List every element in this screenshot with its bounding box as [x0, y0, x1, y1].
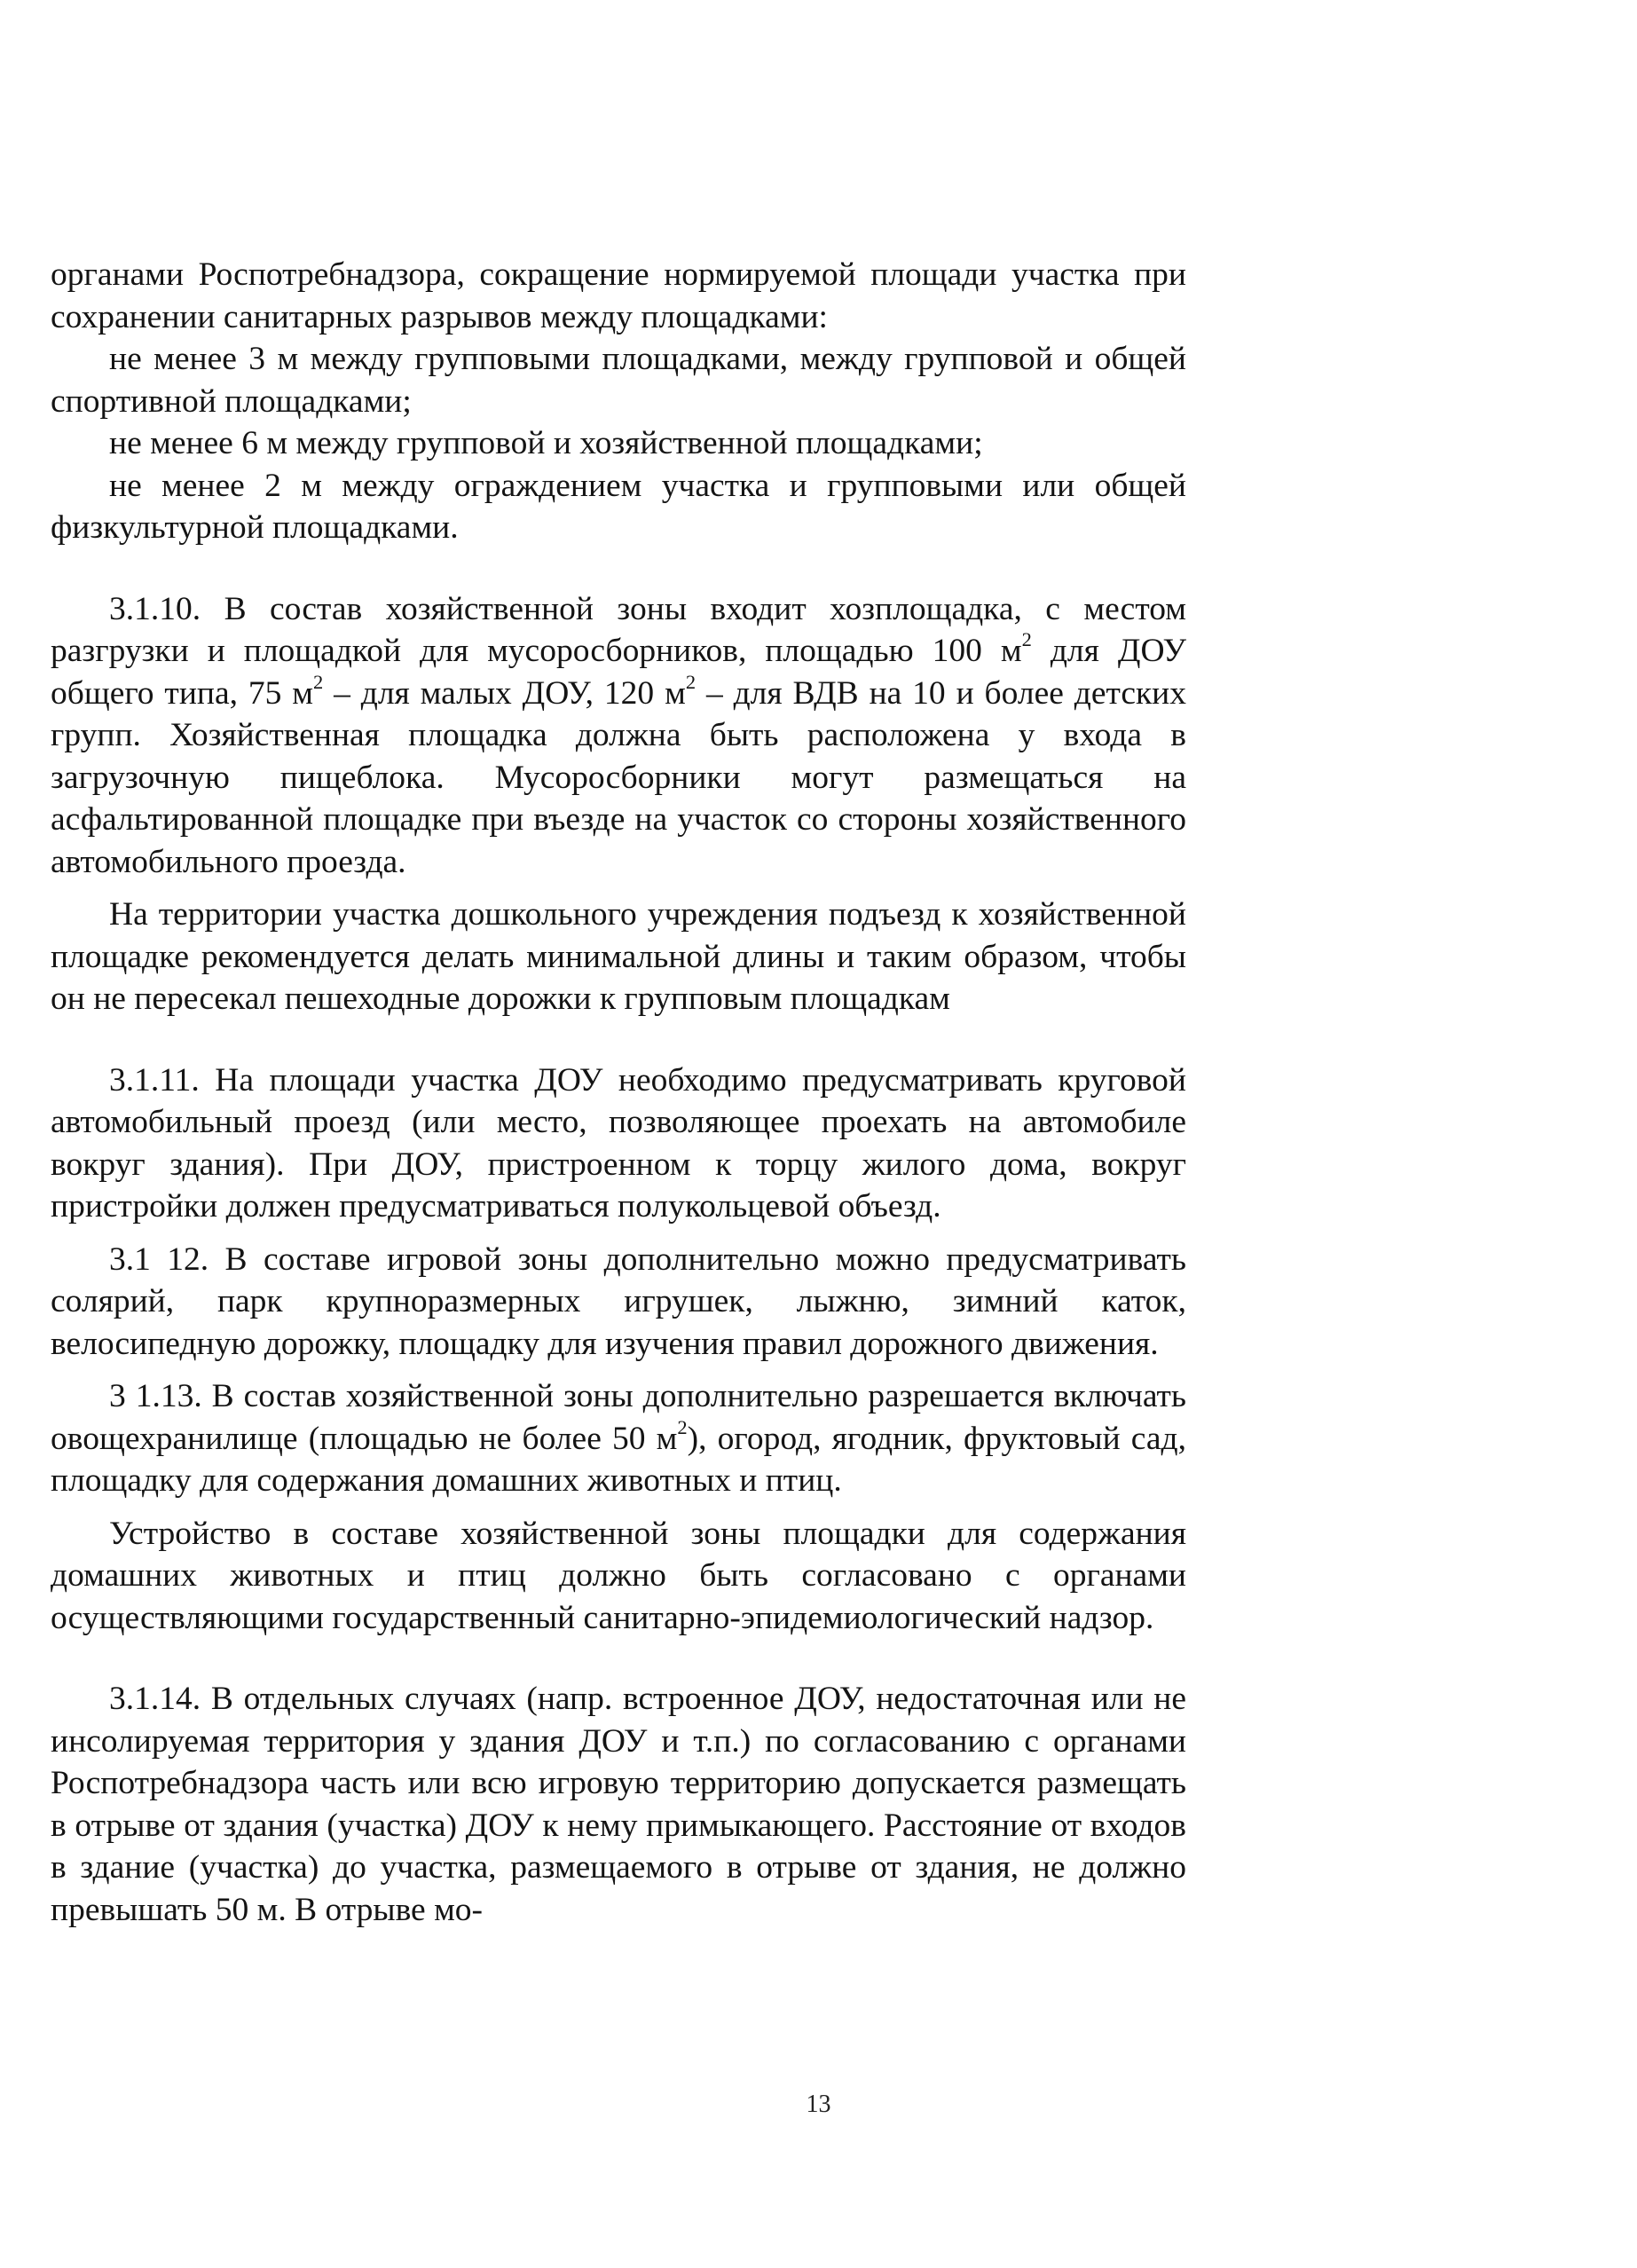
- paragraph-3-1-12: 3.1 12. В составе игровой зоны дополнительно можно предусматривать солярий, парк крупноразмерных игрушек, лыжню, зимний каток, велосипедную дорожку, площадку для изучения правил дорожного движения.: [51, 1240, 1186, 1362]
- paragraph-3-1-10: [51, 588, 1186, 884]
- paragraph-access-road: На территории участка дошкольного учреждения подъезд к хозяйственной площадке рекомендуется делать минимальной длины и таким образом, чтобы он не пересекал пешеходные дорожки к групповым площадкам: [51, 896, 1186, 1017]
- paragraph-3-1-13-part1: 3 1.13. В состав хозяйственной зоны дополнительно разрешается включать овощехранилище (площадью не более 50 м: [51, 1378, 1186, 1457]
- superscript-square: 2: [1021, 628, 1032, 651]
- paragraph-3-1-13: [51, 1375, 1186, 1502]
- page-number: 13: [806, 2091, 831, 2118]
- paragraph-3-1-13-part2: ), огород, ягодник, фруктовый сад, площадку для содержания домашних животных и птиц.: [51, 1420, 1187, 1499]
- paragraph-distance-6m: не менее 6 м между групповой и хозяйственной площадками;: [109, 425, 983, 461]
- paragraph-3-1-11: 3.1.11. На площади участка ДОУ необходимо предусматривать круговой автомобильный проезд (или место, позволяющее проехать на автомобиле вокруг здания). При ДОУ, пристроенном к торцу жилого дома, вокруг пристройки должен предусматриваться полукольцевой объезд.: [51, 1061, 1186, 1225]
- paragraph-intro: органами Роспотребнадзора, сокращение нормируемой площади участка при сохранении санитарных разрывов между площадками:: [51, 256, 1186, 335]
- paragraph-3-1-10-part3: – для малых ДОУ, 120 м: [323, 674, 686, 712]
- paragraph-3-1-14: 3.1.14. В отдельных случаях (напр. встроенное ДОУ, недостаточная или не инсолируемая территория у здания ДОУ и т.п.) по согласованию с органами Роспотребнадзора часть или всю игровую территорию допускается размещать в отрыве от здания (участка) ДОУ к нему примыкающего. Расстояние от входов в здание (участка) до участка, размещаемого в отрыве от здания, не должно превышать 50 м. В отрыве мо-: [51, 1681, 1186, 1928]
- paragraph-distance-3m: не менее 3 м между групповыми площадками, между групповой и общей спортивной площадками;: [51, 341, 1186, 420]
- superscript-square: 2: [685, 670, 697, 693]
- superscript-square: 2: [677, 1415, 688, 1438]
- body-text: [51, 254, 1186, 1931]
- paragraph-animals-approval: Устройство в составе хозяйственной зоны площадки для содержания домашних животных и птиц должно быть согласовано с органами осуществляющими государственный санитарно-эпидемиологический надзор.: [51, 1515, 1186, 1636]
- paragraph-distance-2m: не менее 2 м между ограждением участка и групповыми или общей физкультурной площадками.: [51, 467, 1186, 546]
- paragraph-3-1-10-part1: 3.1.10. В состав хозяйственной зоны входит хозплощадка, с местом разгрузки и площадкой для мусоросборников, площадью 100 м: [51, 590, 1186, 669]
- paragraph-3-1-10-part2: для ДОУ общего типа, 75 м: [51, 633, 1186, 712]
- superscript-square: 2: [312, 670, 324, 693]
- paragraph-3-1-10-part4: – для ВДВ на 10 и более детских групп. Хозяйственная площадка должна быть расположена у входа в загрузочную пищеблока. Мусоросборники могут размещаться на асфальтированной площадке при въезде на участок со стороны хозяйственного автомобильного проезда.: [51, 674, 1186, 880]
